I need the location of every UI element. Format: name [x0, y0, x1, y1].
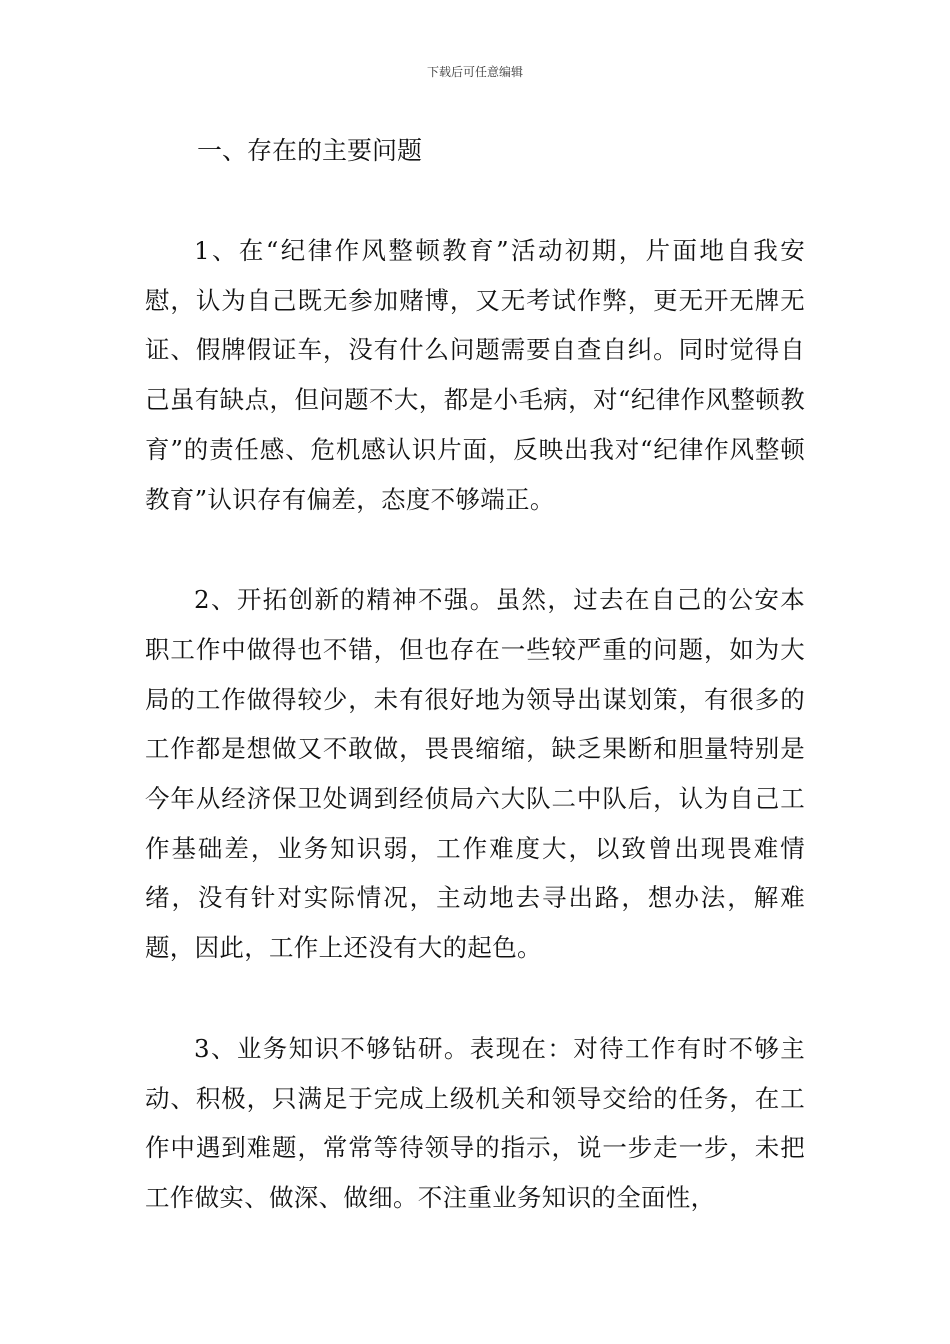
document-body	[145, 126, 805, 1223]
paragraph-3: 3、业务知识不够钻研。表现在：对待工作有时不够主动、积极，只满足于完成上级机关和领导交给的任务，在工作中遇到难题，常常等待领导的指示，说一步走一步，未把工作做实、做深、做细。不注重业务知识的全面性，	[145, 1033, 805, 1212]
paragraph-1: 1、在“纪律作风整顿教育”活动初期，片面地自我安慰，认为自己既无参加赌博，又无考试作弊，更无开无牌无证、假牌假证车，没有什么问题需要自查自纠。同时觉得自己虽有缺点，但问题不大，都是小毛病，对“纪律作风整顿教育”的责任感、危机感认识片面，反映出我对“纪律作风整顿教育”认识存有偏差，态度不够端正。	[145, 236, 805, 514]
paragraph-2: 2、开拓创新的精神不强。虽然，过去在自己的公安本职工作中做得也不错，但也存在一些较严重的问题，如为大局的工作做得较少，未有很好地为领导出谋划策，有很多的工作都是想做又不敢做，畏畏缩缩，缺乏果断和胆量特别是今年从经济保卫处调到经侦局六大队二中队后，认为自己工作基础差，业务知识弱，工作难度大，以致曾出现畏难情绪，没有针对实际情况，主动地去寻出路，想办法，解难题，因此，工作上还没有大的起色。	[145, 585, 805, 963]
section-heading: 一、存在的主要问题	[197, 136, 423, 165]
paragraph-spacer	[145, 973, 805, 1024]
header-note: 下载后可任意编辑	[426, 65, 523, 79]
paragraph-spacer	[145, 176, 805, 226]
paragraph-spacer	[145, 524, 805, 575]
